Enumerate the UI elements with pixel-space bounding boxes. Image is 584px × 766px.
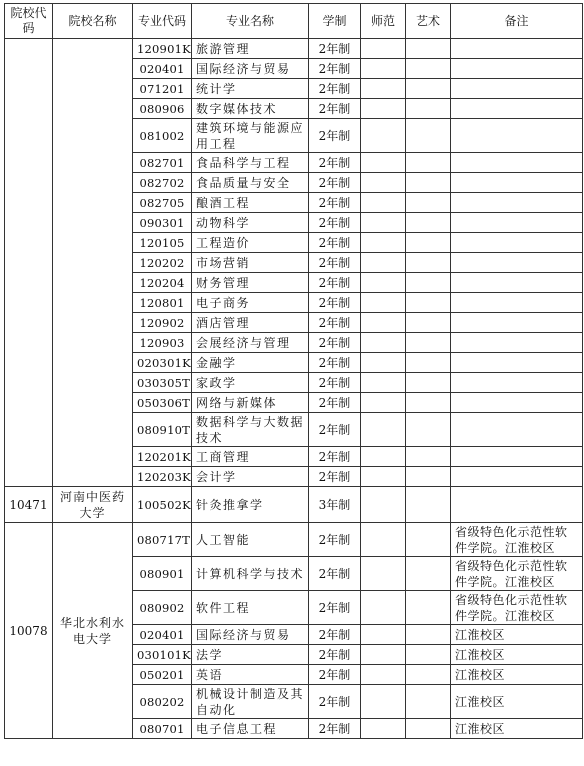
remark-cell: 省级特色化示范性软件学院。江淮校区 bbox=[451, 557, 583, 591]
major-code-cell: 120901K bbox=[133, 39, 192, 59]
remark-cell bbox=[451, 173, 583, 193]
duration-cell: 2年制 bbox=[309, 413, 361, 447]
major-name-cell: 人工智能 bbox=[192, 523, 309, 557]
header-remark: 备注 bbox=[451, 4, 583, 39]
remark-cell: 江淮校区 bbox=[451, 645, 583, 665]
remark-cell bbox=[451, 213, 583, 233]
major-name-cell: 英语 bbox=[192, 665, 309, 685]
major-code-cell: 082701 bbox=[133, 153, 192, 173]
duration-cell: 2年制 bbox=[309, 591, 361, 625]
major-name-cell: 工程造价 bbox=[192, 233, 309, 253]
school-name-cell: 河南中医药大学 bbox=[53, 487, 133, 523]
school-code-cell bbox=[5, 39, 53, 487]
header-school-name: 院校名称 bbox=[53, 4, 133, 39]
remark-cell bbox=[451, 293, 583, 313]
major-code-cell: 120105 bbox=[133, 233, 192, 253]
normal-cell bbox=[361, 119, 406, 153]
table-body bbox=[5, 39, 583, 739]
major-name-cell: 市场营销 bbox=[192, 253, 309, 273]
art-cell bbox=[406, 447, 451, 467]
remark-cell: 江淮校区 bbox=[451, 719, 583, 739]
normal-cell bbox=[361, 99, 406, 119]
normal-cell bbox=[361, 333, 406, 353]
duration-cell: 2年制 bbox=[309, 665, 361, 685]
major-name-cell: 家政学 bbox=[192, 373, 309, 393]
major-name-cell: 会计学 bbox=[192, 467, 309, 487]
art-cell bbox=[406, 273, 451, 293]
major-name-cell: 国际经济与贸易 bbox=[192, 625, 309, 645]
duration-cell: 2年制 bbox=[309, 273, 361, 293]
major-name-cell: 建筑环境与能源应用工程 bbox=[192, 119, 309, 153]
major-name-cell: 软件工程 bbox=[192, 591, 309, 625]
major-code-cell: 080202 bbox=[133, 685, 192, 719]
art-cell bbox=[406, 373, 451, 393]
remark-cell bbox=[451, 393, 583, 413]
major-name-cell: 工商管理 bbox=[192, 447, 309, 467]
art-cell bbox=[406, 625, 451, 645]
art-cell bbox=[406, 719, 451, 739]
art-cell bbox=[406, 39, 451, 59]
normal-cell bbox=[361, 293, 406, 313]
duration-cell: 2年制 bbox=[309, 119, 361, 153]
remark-cell: 江淮校区 bbox=[451, 665, 583, 685]
major-code-cell: 120202 bbox=[133, 253, 192, 273]
normal-cell bbox=[361, 557, 406, 591]
duration-cell: 2年制 bbox=[309, 313, 361, 333]
art-cell bbox=[406, 393, 451, 413]
admission-majors-table bbox=[4, 3, 583, 739]
school-code-cell: 10471 bbox=[5, 487, 53, 523]
normal-cell bbox=[361, 645, 406, 665]
major-code-cell: 080910T bbox=[133, 413, 192, 447]
major-code-cell: 080701 bbox=[133, 719, 192, 739]
duration-cell: 2年制 bbox=[309, 685, 361, 719]
major-name-cell: 酿酒工程 bbox=[192, 193, 309, 213]
normal-cell bbox=[361, 313, 406, 333]
art-cell bbox=[406, 99, 451, 119]
major-code-cell: 030101K bbox=[133, 645, 192, 665]
major-code-cell: 020301K bbox=[133, 353, 192, 373]
major-name-cell: 会展经济与管理 bbox=[192, 333, 309, 353]
normal-cell bbox=[361, 393, 406, 413]
major-code-cell: 120801 bbox=[133, 293, 192, 313]
remark-cell bbox=[451, 193, 583, 213]
major-name-cell: 计算机科学与技术 bbox=[192, 557, 309, 591]
table-row bbox=[5, 39, 583, 59]
table-header-row bbox=[5, 4, 583, 39]
normal-cell bbox=[361, 373, 406, 393]
header-art: 艺术 bbox=[406, 4, 451, 39]
normal-cell bbox=[361, 353, 406, 373]
duration-cell: 2年制 bbox=[309, 523, 361, 557]
normal-cell bbox=[361, 685, 406, 719]
major-code-cell: 020401 bbox=[133, 625, 192, 645]
major-name-cell: 数字媒体技术 bbox=[192, 99, 309, 119]
duration-cell: 2年制 bbox=[309, 719, 361, 739]
normal-cell bbox=[361, 273, 406, 293]
major-name-cell: 针灸推拿学 bbox=[192, 487, 309, 523]
major-name-cell: 数据科学与大数据技术 bbox=[192, 413, 309, 447]
normal-cell bbox=[361, 213, 406, 233]
art-cell bbox=[406, 523, 451, 557]
duration-cell: 2年制 bbox=[309, 39, 361, 59]
major-code-cell: 120902 bbox=[133, 313, 192, 333]
major-name-cell: 旅游管理 bbox=[192, 39, 309, 59]
art-cell bbox=[406, 213, 451, 233]
duration-cell: 2年制 bbox=[309, 625, 361, 645]
major-code-cell: 081002 bbox=[133, 119, 192, 153]
school-code-cell: 10078 bbox=[5, 523, 53, 739]
remark-cell bbox=[451, 313, 583, 333]
art-cell bbox=[406, 153, 451, 173]
major-code-cell: 080906 bbox=[133, 99, 192, 119]
art-cell bbox=[406, 413, 451, 447]
normal-cell bbox=[361, 591, 406, 625]
normal-cell bbox=[361, 193, 406, 213]
major-code-cell: 080902 bbox=[133, 591, 192, 625]
remark-cell bbox=[451, 153, 583, 173]
table-row bbox=[5, 487, 583, 523]
normal-cell bbox=[361, 719, 406, 739]
duration-cell: 2年制 bbox=[309, 293, 361, 313]
school-name-cell: 华北水利水电大学 bbox=[53, 523, 133, 739]
normal-cell bbox=[361, 39, 406, 59]
major-code-cell: 082702 bbox=[133, 173, 192, 193]
major-code-cell: 080717T bbox=[133, 523, 192, 557]
duration-cell: 2年制 bbox=[309, 353, 361, 373]
major-name-cell: 财务管理 bbox=[192, 273, 309, 293]
remark-cell bbox=[451, 333, 583, 353]
duration-cell: 2年制 bbox=[309, 447, 361, 467]
major-code-cell: 120201K bbox=[133, 447, 192, 467]
header-duration: 学制 bbox=[309, 4, 361, 39]
remark-cell bbox=[451, 39, 583, 59]
normal-cell bbox=[361, 665, 406, 685]
art-cell bbox=[406, 193, 451, 213]
duration-cell: 2年制 bbox=[309, 153, 361, 173]
remark-cell bbox=[451, 447, 583, 467]
table-row bbox=[5, 523, 583, 557]
remark-cell bbox=[451, 119, 583, 153]
major-code-cell: 030305T bbox=[133, 373, 192, 393]
remark-cell bbox=[451, 353, 583, 373]
art-cell bbox=[406, 467, 451, 487]
duration-cell: 2年制 bbox=[309, 373, 361, 393]
duration-cell: 2年制 bbox=[309, 213, 361, 233]
remark-cell: 江淮校区 bbox=[451, 685, 583, 719]
duration-cell: 2年制 bbox=[309, 99, 361, 119]
duration-cell: 2年制 bbox=[309, 333, 361, 353]
major-name-cell: 法学 bbox=[192, 645, 309, 665]
major-name-cell: 统计学 bbox=[192, 79, 309, 99]
art-cell bbox=[406, 293, 451, 313]
major-name-cell: 国际经济与贸易 bbox=[192, 59, 309, 79]
duration-cell: 2年制 bbox=[309, 557, 361, 591]
normal-cell bbox=[361, 447, 406, 467]
normal-cell bbox=[361, 233, 406, 253]
normal-cell bbox=[361, 413, 406, 447]
header-school-code: 院校代码 bbox=[5, 4, 53, 39]
major-code-cell: 080901 bbox=[133, 557, 192, 591]
major-code-cell: 120203K bbox=[133, 467, 192, 487]
remark-cell bbox=[451, 233, 583, 253]
remark-cell bbox=[451, 487, 583, 523]
header-major-code: 专业代码 bbox=[133, 4, 192, 39]
major-code-cell: 082705 bbox=[133, 193, 192, 213]
duration-cell: 2年制 bbox=[309, 645, 361, 665]
art-cell bbox=[406, 333, 451, 353]
art-cell bbox=[406, 557, 451, 591]
duration-cell: 2年制 bbox=[309, 173, 361, 193]
remark-cell: 省级特色化示范性软件学院。江淮校区 bbox=[451, 523, 583, 557]
major-name-cell: 食品科学与工程 bbox=[192, 153, 309, 173]
major-name-cell: 金融学 bbox=[192, 353, 309, 373]
normal-cell bbox=[361, 625, 406, 645]
normal-cell bbox=[361, 79, 406, 99]
art-cell bbox=[406, 173, 451, 193]
normal-cell bbox=[361, 253, 406, 273]
duration-cell: 3年制 bbox=[309, 487, 361, 523]
major-name-cell: 酒店管理 bbox=[192, 313, 309, 333]
remark-cell bbox=[451, 373, 583, 393]
duration-cell: 2年制 bbox=[309, 233, 361, 253]
normal-cell bbox=[361, 467, 406, 487]
major-code-cell: 050306T bbox=[133, 393, 192, 413]
art-cell bbox=[406, 685, 451, 719]
major-name-cell: 食品质量与安全 bbox=[192, 173, 309, 193]
art-cell bbox=[406, 487, 451, 523]
normal-cell bbox=[361, 153, 406, 173]
major-code-cell: 100502K bbox=[133, 487, 192, 523]
remark-cell bbox=[451, 273, 583, 293]
remark-cell bbox=[451, 413, 583, 447]
art-cell bbox=[406, 591, 451, 625]
duration-cell: 2年制 bbox=[309, 59, 361, 79]
normal-cell bbox=[361, 523, 406, 557]
normal-cell bbox=[361, 173, 406, 193]
normal-cell bbox=[361, 59, 406, 79]
major-code-cell: 120903 bbox=[133, 333, 192, 353]
art-cell bbox=[406, 645, 451, 665]
remark-cell bbox=[451, 99, 583, 119]
art-cell bbox=[406, 665, 451, 685]
major-code-cell: 050201 bbox=[133, 665, 192, 685]
major-name-cell: 电子商务 bbox=[192, 293, 309, 313]
major-code-cell: 090301 bbox=[133, 213, 192, 233]
art-cell bbox=[406, 79, 451, 99]
art-cell bbox=[406, 253, 451, 273]
major-code-cell: 120204 bbox=[133, 273, 192, 293]
art-cell bbox=[406, 119, 451, 153]
normal-cell bbox=[361, 487, 406, 523]
remark-cell bbox=[451, 79, 583, 99]
duration-cell: 2年制 bbox=[309, 467, 361, 487]
duration-cell: 2年制 bbox=[309, 253, 361, 273]
major-name-cell: 机械设计制造及其自动化 bbox=[192, 685, 309, 719]
header-normal: 师范 bbox=[361, 4, 406, 39]
school-name-cell bbox=[53, 39, 133, 487]
major-code-cell: 020401 bbox=[133, 59, 192, 79]
major-name-cell: 动物科学 bbox=[192, 213, 309, 233]
remark-cell: 省级特色化示范性软件学院。江淮校区 bbox=[451, 591, 583, 625]
art-cell bbox=[406, 353, 451, 373]
remark-cell bbox=[451, 467, 583, 487]
art-cell bbox=[406, 313, 451, 333]
art-cell bbox=[406, 233, 451, 253]
duration-cell: 2年制 bbox=[309, 393, 361, 413]
remark-cell bbox=[451, 59, 583, 79]
remark-cell bbox=[451, 253, 583, 273]
major-name-cell: 网络与新媒体 bbox=[192, 393, 309, 413]
header-major-name: 专业名称 bbox=[192, 4, 309, 39]
duration-cell: 2年制 bbox=[309, 79, 361, 99]
remark-cell: 江淮校区 bbox=[451, 625, 583, 645]
art-cell bbox=[406, 59, 451, 79]
major-code-cell: 071201 bbox=[133, 79, 192, 99]
duration-cell: 2年制 bbox=[309, 193, 361, 213]
major-name-cell: 电子信息工程 bbox=[192, 719, 309, 739]
